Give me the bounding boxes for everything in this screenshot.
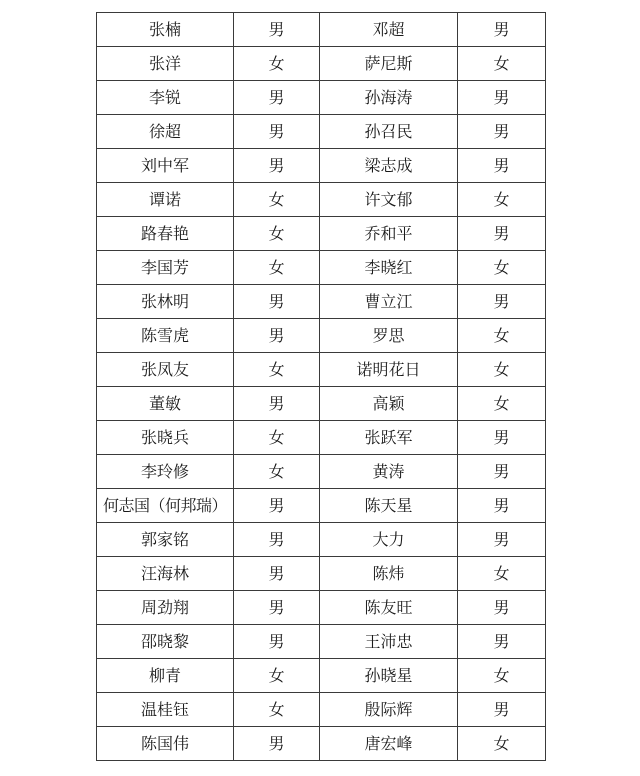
- gender-cell: 男: [234, 727, 320, 761]
- table-row: [97, 455, 546, 489]
- name-cell: 王沛忠: [320, 625, 458, 659]
- gender-cell: 女: [234, 251, 320, 285]
- gender-cell: 女: [234, 693, 320, 727]
- gender-cell: 男: [458, 693, 546, 727]
- gender-cell: 男: [234, 591, 320, 625]
- gender-cell: 男: [458, 81, 546, 115]
- table-row: [97, 47, 546, 81]
- table-row: [97, 353, 546, 387]
- name-cell: 周劲翔: [97, 591, 234, 625]
- name-cell: 李晓红: [320, 251, 458, 285]
- name-cell: 张凤友: [97, 353, 234, 387]
- name-cell: 曹立江: [320, 285, 458, 319]
- gender-cell: 男: [234, 489, 320, 523]
- gender-cell: 男: [458, 149, 546, 183]
- gender-cell: 男: [234, 387, 320, 421]
- name-cell: 大力: [320, 523, 458, 557]
- name-cell: 柳青: [97, 659, 234, 693]
- name-cell: 乔和平: [320, 217, 458, 251]
- gender-cell: 男: [234, 81, 320, 115]
- table-row: [97, 727, 546, 761]
- name-cell: 张洋: [97, 47, 234, 81]
- gender-cell: 女: [234, 421, 320, 455]
- gender-cell: 男: [234, 625, 320, 659]
- name-cell: 温桂钰: [97, 693, 234, 727]
- gender-cell: 男: [458, 217, 546, 251]
- name-cell: 陈友旺: [320, 591, 458, 625]
- table-row: [97, 149, 546, 183]
- name-cell: 诺明花日: [320, 353, 458, 387]
- gender-cell: 女: [234, 217, 320, 251]
- gender-cell: 女: [458, 659, 546, 693]
- gender-cell: 男: [458, 591, 546, 625]
- name-cell: 陈天星: [320, 489, 458, 523]
- name-cell: 何志国（何邦瑞）: [97, 489, 234, 523]
- name-cell: 张林明: [97, 285, 234, 319]
- gender-cell: 女: [458, 387, 546, 421]
- roster-table: [96, 12, 546, 761]
- name-cell: 谭诺: [97, 183, 234, 217]
- name-cell: 唐宏峰: [320, 727, 458, 761]
- gender-cell: 男: [458, 523, 546, 557]
- name-cell: 陈国伟: [97, 727, 234, 761]
- name-cell: 张跃军: [320, 421, 458, 455]
- name-cell: 罗思: [320, 319, 458, 353]
- name-cell: 萨尼斯: [320, 47, 458, 81]
- name-cell: 陈炜: [320, 557, 458, 591]
- gender-cell: 男: [458, 13, 546, 47]
- gender-cell: 女: [234, 353, 320, 387]
- table-row: [97, 421, 546, 455]
- gender-cell: 男: [234, 319, 320, 353]
- name-cell: 董敏: [97, 387, 234, 421]
- gender-cell: 男: [458, 285, 546, 319]
- table-row: [97, 115, 546, 149]
- gender-cell: 女: [458, 251, 546, 285]
- table-row: [97, 183, 546, 217]
- name-cell: 路春艳: [97, 217, 234, 251]
- gender-cell: 男: [234, 115, 320, 149]
- table-row: [97, 625, 546, 659]
- name-cell: 黄涛: [320, 455, 458, 489]
- gender-cell: 男: [234, 13, 320, 47]
- name-cell: 汪海林: [97, 557, 234, 591]
- table-row: [97, 489, 546, 523]
- table-row: [97, 659, 546, 693]
- gender-cell: 女: [458, 557, 546, 591]
- roster-table-body: [97, 13, 546, 761]
- gender-cell: 男: [234, 149, 320, 183]
- table-row: [97, 13, 546, 47]
- name-cell: 刘中军: [97, 149, 234, 183]
- gender-cell: 男: [458, 421, 546, 455]
- name-cell: 高颖: [320, 387, 458, 421]
- name-cell: 许文郁: [320, 183, 458, 217]
- gender-cell: 男: [458, 489, 546, 523]
- gender-cell: 男: [458, 455, 546, 489]
- table-row: [97, 319, 546, 353]
- gender-cell: 女: [458, 319, 546, 353]
- gender-cell: 男: [234, 557, 320, 591]
- name-cell: 陈雪虎: [97, 319, 234, 353]
- gender-cell: 女: [458, 727, 546, 761]
- name-cell: 徐超: [97, 115, 234, 149]
- name-cell: 李国芳: [97, 251, 234, 285]
- table-row: [97, 387, 546, 421]
- name-cell: 孙晓星: [320, 659, 458, 693]
- name-cell: 孙海涛: [320, 81, 458, 115]
- gender-cell: 女: [234, 183, 320, 217]
- name-cell: 邵晓黎: [97, 625, 234, 659]
- gender-cell: 男: [234, 523, 320, 557]
- name-cell: 郭家铭: [97, 523, 234, 557]
- table-row: [97, 523, 546, 557]
- table-row: [97, 285, 546, 319]
- gender-cell: 女: [458, 353, 546, 387]
- gender-cell: 男: [458, 115, 546, 149]
- gender-cell: 男: [234, 285, 320, 319]
- table-row: [97, 557, 546, 591]
- name-cell: 李玲修: [97, 455, 234, 489]
- gender-cell: 女: [234, 659, 320, 693]
- name-cell: 邓超: [320, 13, 458, 47]
- name-cell: 张楠: [97, 13, 234, 47]
- name-cell: 孙召民: [320, 115, 458, 149]
- name-cell: 李锐: [97, 81, 234, 115]
- gender-cell: 女: [234, 455, 320, 489]
- gender-cell: 男: [458, 625, 546, 659]
- table-row: [97, 81, 546, 115]
- gender-cell: 女: [458, 183, 546, 217]
- table-row: [97, 251, 546, 285]
- gender-cell: 女: [458, 47, 546, 81]
- table-row: [97, 217, 546, 251]
- name-cell: 梁志成: [320, 149, 458, 183]
- name-cell: 张晓兵: [97, 421, 234, 455]
- gender-cell: 女: [234, 47, 320, 81]
- name-cell: 殷际辉: [320, 693, 458, 727]
- table-row: [97, 591, 546, 625]
- table-row: [97, 693, 546, 727]
